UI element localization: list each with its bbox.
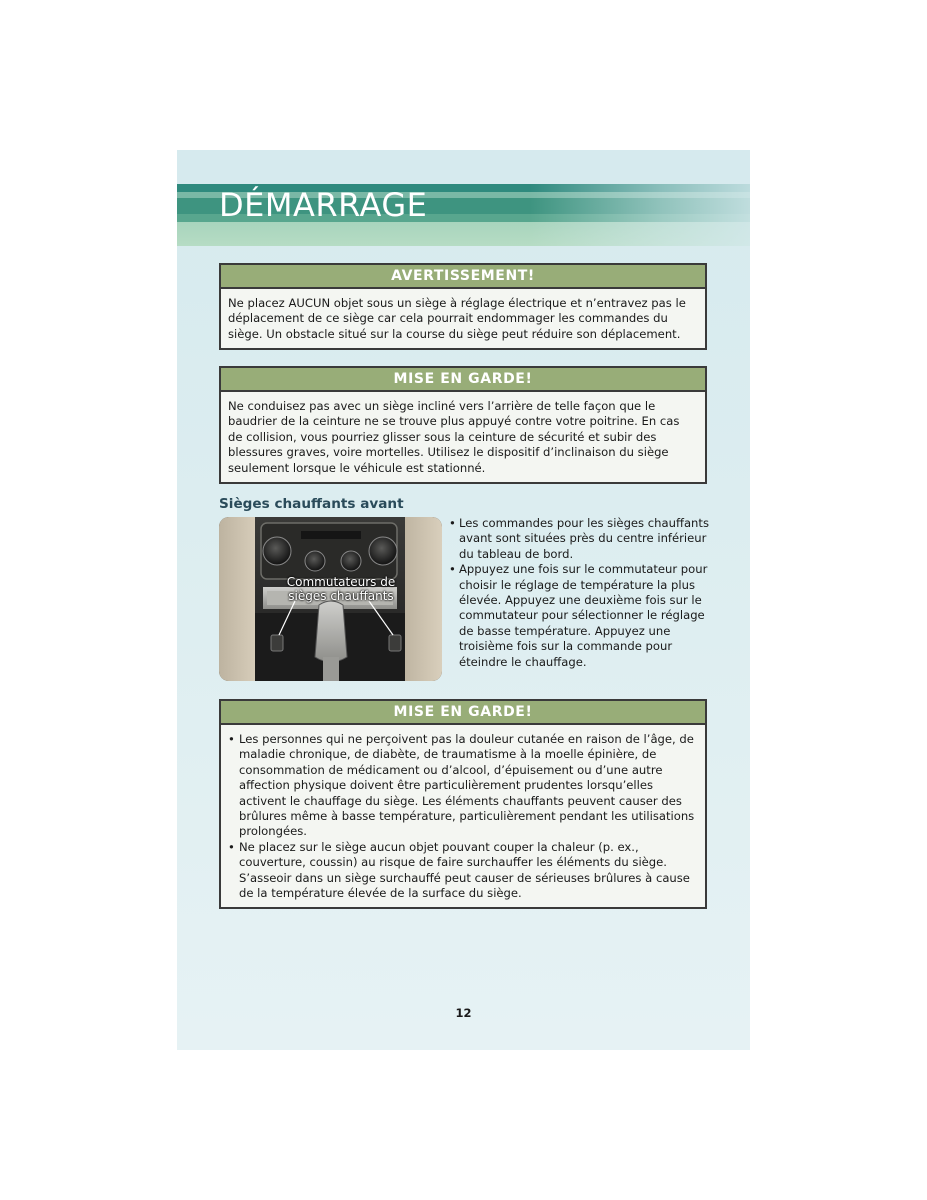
page-title: DÉMARRAGE bbox=[219, 186, 428, 224]
caution-box-heated-seats bbox=[219, 699, 707, 909]
list-item: • Les personnes qui ne perçoivent pas la douleur cutanée en raison de l’âge, de maladie chronique, de diabète, de traumatisme à la moelle épinière, de consommation de médicament ou d’alcool, d’épuisement ou d’une autre affection physique doivent être particulièrement prudentes lorsqu’elles activent le chauffage du siège. Les éléments chauffants peuvent causer des brûlures même à basse température, particulièrement pendant les utilisations prolongées. bbox=[228, 732, 697, 840]
warning-heading: AVERTISSEMENT! bbox=[221, 265, 705, 289]
caution-text bbox=[221, 725, 705, 907]
warning-box bbox=[219, 263, 707, 350]
heated-seat-switches-photo bbox=[219, 517, 442, 681]
list-item: • Ne placez sur le siège aucun objet pouvant couper la chaleur (p. ex., couverture, coussin) au risque de faire surchauffer les éléments du siège. S’asseoir dans un siège surchauffé peut causer de sérieuses brûlures à cause de la température élevée de la surface du siège. bbox=[228, 840, 697, 902]
caution-heading: MISE EN GARDE! bbox=[221, 701, 705, 725]
section-heading-heated-seats: Sièges chauffants avant bbox=[219, 496, 404, 512]
list-item: • Les commandes pour les sièges chauffants avant sont situées près du centre inférieur du tableau de bord. bbox=[449, 516, 713, 562]
photo-caption: Commutateurs de sièges chauffants bbox=[286, 575, 396, 603]
heated-seats-instructions bbox=[449, 516, 713, 670]
list-item: • Appuyez une fois sur le commutateur pour choisir le réglage de température la plus élevée. Appuyez une deuxième fois sur le commutateur pour sélectionner le réglage de basse température. Appuyez une troisième fois sur la commande pour éteindre le chauffage. bbox=[449, 562, 713, 670]
caution-heading: MISE EN GARDE! bbox=[221, 368, 705, 392]
page-number: 12 bbox=[455, 1006, 472, 1020]
caution-text: Ne conduisez pas avec un siège incliné vers l’arrière de telle façon que le baudrier de la ceinture ne se trouve plus appuyé contre votre poitrine. En cas de collision, vous pourriez glisser sous la ceinture de sécurité et subir des blessures graves, voire mortelles. Utilisez le dispositif d’inclinaison du siège seulement lorsque le véhicule est stationné. bbox=[228, 399, 680, 475]
manual-page bbox=[177, 150, 750, 1050]
caution-box-seat-recline bbox=[219, 366, 707, 484]
warning-text: Ne placez AUCUN objet sous un siège à réglage électrique et n’entravez pas le déplacement de ce siège car cela pourrait endommager les commandes du siège. Un obstacle situé sur la course du siège peut réduire son déplacement. bbox=[228, 296, 686, 341]
